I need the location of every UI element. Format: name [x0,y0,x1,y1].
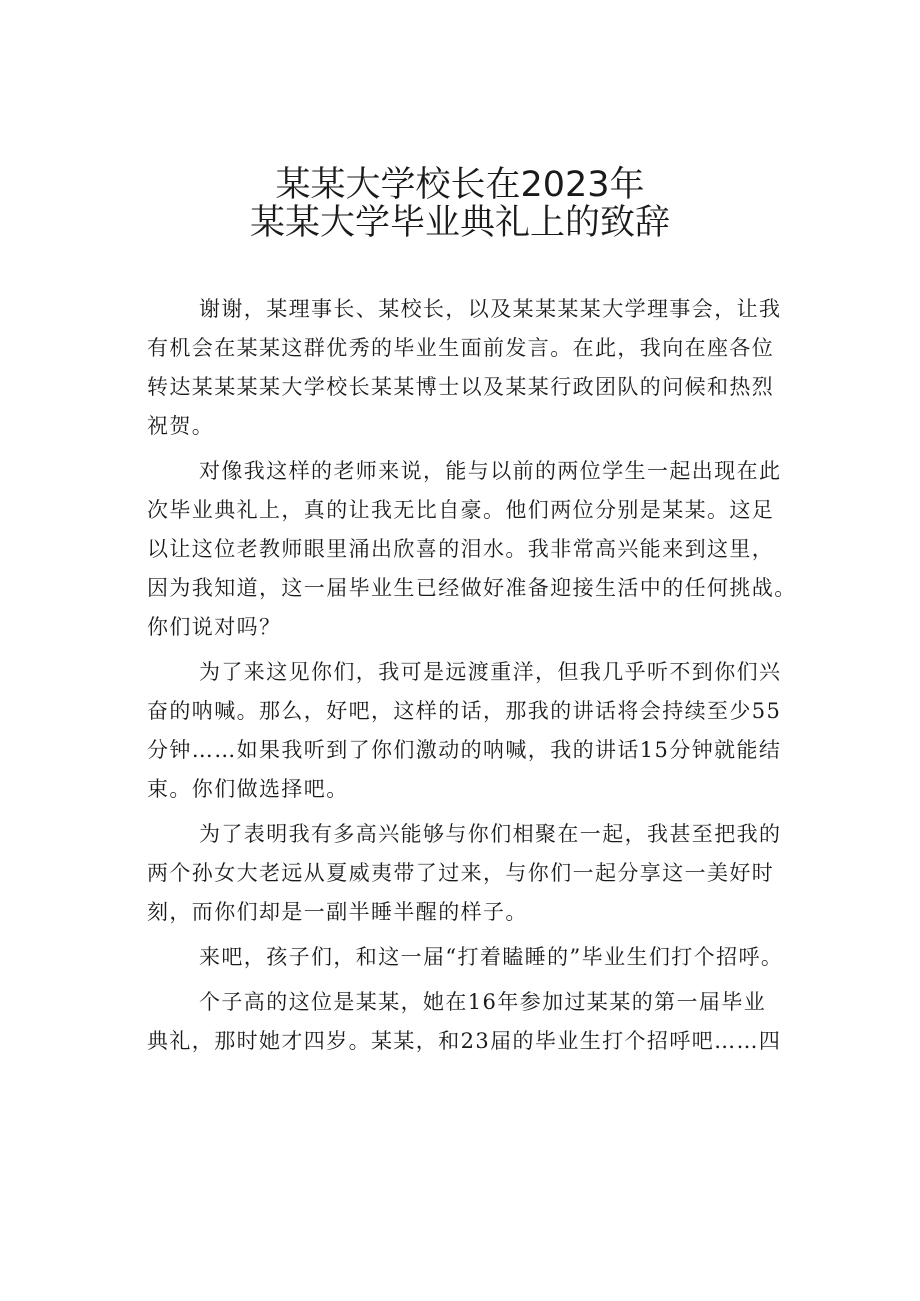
paragraph [147,983,807,1061]
paragraph-line: 你们说对吗？ [147,615,282,639]
paragraph-line: 典礼，那时她才四岁。某某，和23届的毕业生打个招呼吧……四 [147,1029,782,1053]
paragraph-line: 来吧，孩子们，和这一届“打着瞌睡的”毕业生们打个招呼。 [199,945,784,969]
document-title-line-1: 某某大学校长在2023年 [275,165,645,205]
paragraph-line: 谢谢，某理事长、某校长，以及某某某某大学理事会，让我 [199,297,782,321]
paragraph [147,653,807,809]
paragraph-line: 因为我知道，这一届毕业生已经做好准备迎接生活中的任何挑战。 [147,576,797,600]
paragraph [147,815,807,932]
paragraph-line: 以让这位老教师眼里涌出欣喜的泪水。我非常高兴能来到这里， [147,537,775,561]
paragraph [147,452,807,647]
paragraph-line: 个子高的这位是某某，她在16年参加过某某的第一届毕业 [199,990,767,1014]
paragraph-line: 分钟……如果我听到了你们激动的呐喊，我的讲话15分钟就能结 [147,738,782,762]
paragraph-line: 祝贺。 [147,414,215,438]
paragraph-line: 奋的呐喊。那么，好吧，这样的话，那我的讲话将会持续至少55 [147,699,782,723]
paragraph-line: 次毕业典礼上，真的让我无比自豪。他们两位分别是某某。这足 [147,498,775,522]
document-title-line-2: 某某大学毕业典礼上的致辞 [249,203,670,243]
paragraph-line: 对像我这样的老师来说，能与以前的两位学生一起出现在此 [199,459,782,483]
paragraph-line: 两个孙女大老远从夏威夷带了过来，与你们一起分享这一美好时 [147,861,775,885]
paragraph-line: 束。你们做选择吧。 [147,777,349,801]
paragraph [147,938,807,977]
paragraph-line: 为了来这见你们，我可是远渡重洋，但我几乎听不到你们兴 [199,660,782,684]
paragraph-line: 为了表明我有多高兴能够与你们相聚在一起，我甚至把我的 [199,822,782,846]
document-body [147,290,807,1061]
paragraph [147,290,807,446]
paragraph-line: 转达某某某某大学校长某某博士以及某某行政团队的问候和热烈 [147,375,775,399]
paragraph-line: 有机会在某某这群优秀的毕业生面前发言。在此，我向在座各位 [147,336,775,360]
paragraph-line: 刻，而你们却是一副半睡半醒的样子。 [147,900,528,924]
